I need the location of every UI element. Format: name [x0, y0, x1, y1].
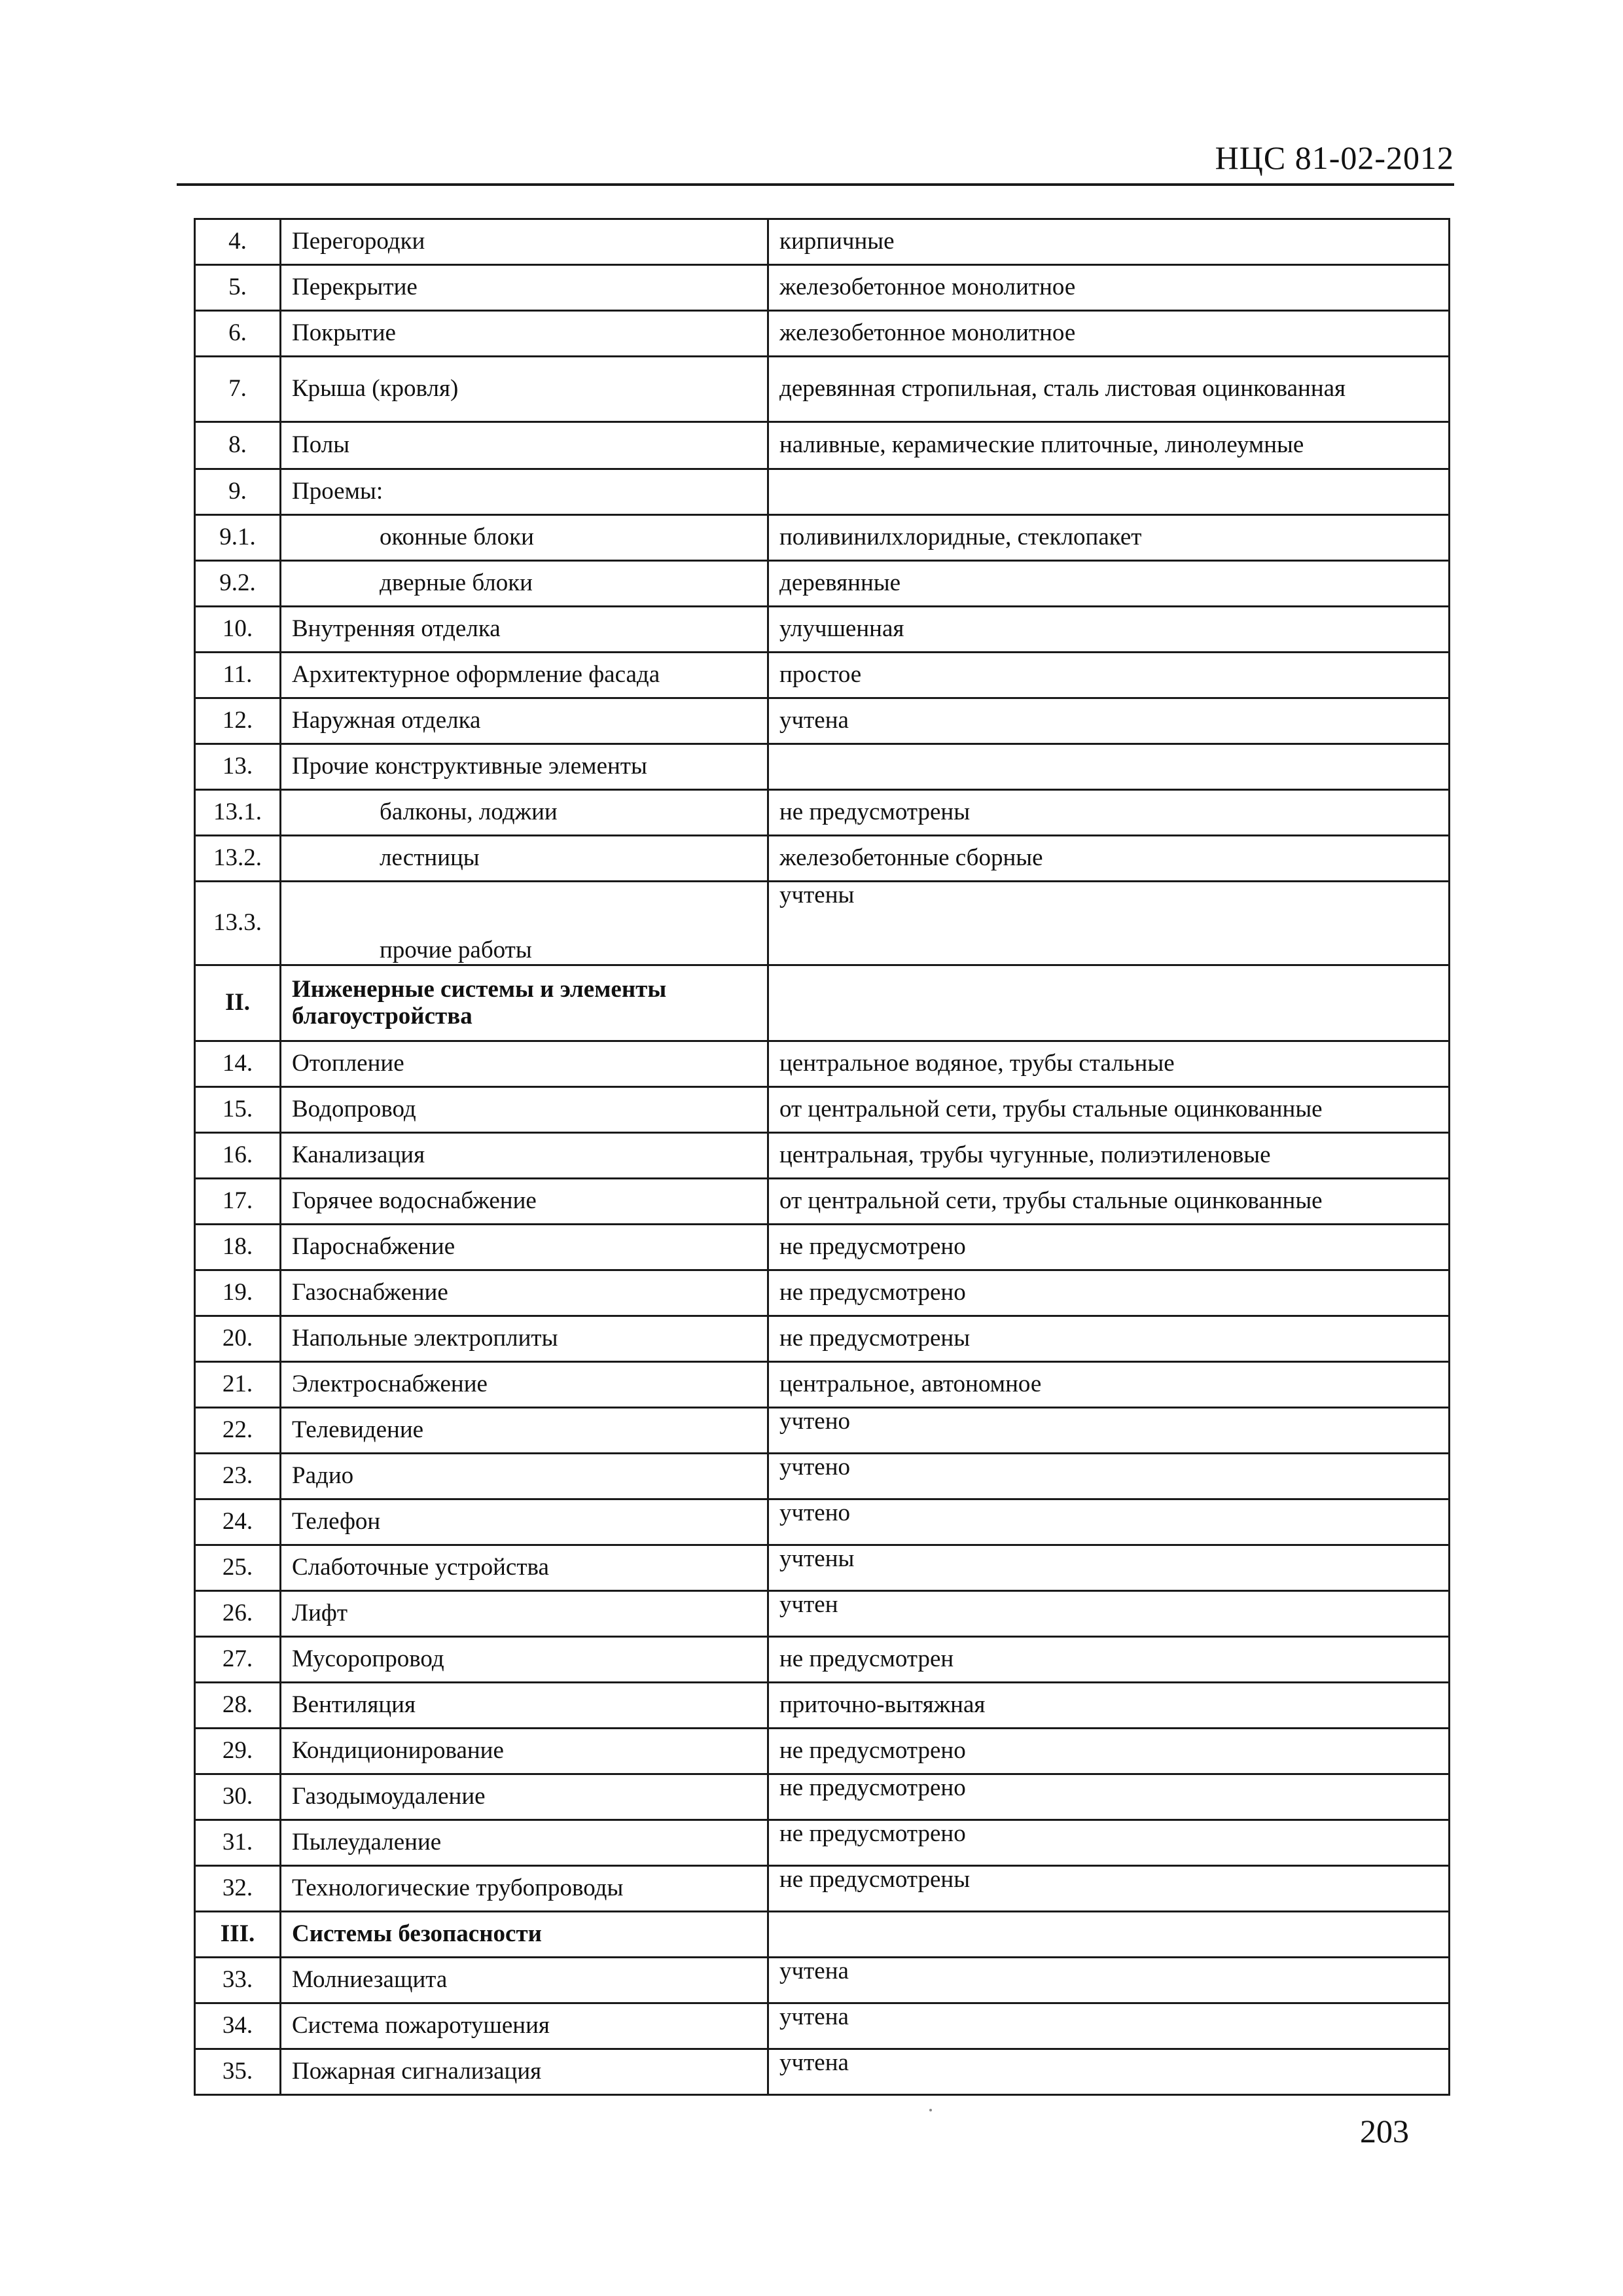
- table-row: [195, 1729, 1450, 1774]
- table-row: [195, 2049, 1450, 2095]
- element-name: [281, 1499, 768, 1545]
- row-number: 35.: [195, 2049, 281, 2095]
- row-number: 24.: [195, 1499, 281, 1545]
- element-name: [281, 653, 768, 698]
- element-name-text: Молниезащита: [292, 1966, 448, 1994]
- element-name-text: Мусоропровод: [292, 1645, 444, 1673]
- element-name-text: Пароснабжение: [292, 1233, 455, 1261]
- row-number: 10.: [195, 607, 281, 653]
- table-row: [195, 1041, 1450, 1087]
- element-name-text: Отопление: [292, 1050, 404, 1077]
- row-number: 29.: [195, 1729, 281, 1774]
- page-number: 203: [1360, 2113, 1409, 2149]
- table-row: [195, 882, 1450, 965]
- row-number: 21.: [195, 1362, 281, 1408]
- element-characteristic: от центральной сети, трубы стальные оцинкованные: [768, 1087, 1450, 1133]
- element-characteristic: учтены: [768, 882, 1450, 965]
- row-number: 13.2.: [195, 836, 281, 882]
- element-characteristic: не предусмотрены: [768, 1316, 1450, 1362]
- element-name-text: Канализация: [292, 1141, 425, 1169]
- row-number: 31.: [195, 1820, 281, 1866]
- row-number: III.: [195, 1912, 281, 1958]
- element-characteristic: деревянная стропильная, сталь листовая оцинкованная: [768, 357, 1450, 422]
- element-characteristic: [768, 965, 1450, 1041]
- row-number: 8.: [195, 422, 281, 469]
- row-number: 23.: [195, 1454, 281, 1499]
- section-row: [195, 965, 1450, 1041]
- element-name: [281, 219, 768, 265]
- element-name-text: дверные блоки: [380, 569, 533, 597]
- element-name-text: Прочие конструктивные элементы: [292, 753, 647, 780]
- element-name: [281, 698, 768, 744]
- element-characteristic: [768, 1912, 1450, 1958]
- element-name: [281, 469, 768, 515]
- element-name-text: Внутренняя отделка: [292, 615, 501, 643]
- element-characteristic: железобетонное монолитное: [768, 311, 1450, 357]
- table-row: [195, 1774, 1450, 1820]
- element-characteristic: учтена: [768, 2003, 1450, 2049]
- element-characteristic: деревянные: [768, 561, 1450, 607]
- element-name-text: Лифт: [292, 1600, 348, 1627]
- element-characteristic: поливинилхлоридные, стеклопакет: [768, 515, 1450, 561]
- element-name: [281, 1041, 768, 1087]
- row-number: 15.: [195, 1087, 281, 1133]
- element-name-text: Телефон: [292, 1508, 381, 1535]
- element-name: [281, 1454, 768, 1499]
- table-row: [195, 265, 1450, 311]
- row-number: 22.: [195, 1408, 281, 1454]
- element-name-text: Напольные электроплиты: [292, 1325, 558, 1352]
- table-row: [195, 219, 1450, 265]
- table-row: [195, 1225, 1450, 1270]
- element-characteristic: не предусмотрено: [768, 1774, 1450, 1820]
- element-name: [281, 311, 768, 357]
- element-name-text: Электроснабжение: [292, 1371, 488, 1398]
- element-name: [281, 1225, 768, 1270]
- element-name: [281, 515, 768, 561]
- table-row: [195, 1866, 1450, 1912]
- element-name: [281, 1820, 768, 1866]
- element-name-text: Вентиляция: [292, 1691, 416, 1719]
- row-number: 11.: [195, 653, 281, 698]
- element-name-text: Горячее водоснабжение: [292, 1187, 537, 1215]
- element-name-text: Перекрытие: [292, 274, 418, 301]
- element-name-text: Слаботочные устройства: [292, 1554, 549, 1581]
- element-name-text: Инженерные системы и элементы благоустройства: [292, 975, 667, 1030]
- table-row: [195, 1179, 1450, 1225]
- element-characteristic: улучшенная: [768, 607, 1450, 653]
- element-characteristic: не предусмотрено: [768, 1820, 1450, 1866]
- row-number: 13.3.: [195, 882, 281, 965]
- table-row: [195, 1362, 1450, 1408]
- page-header: [177, 124, 1454, 186]
- table-row: [195, 1454, 1450, 1499]
- element-characteristic: не предусмотрены: [768, 1866, 1450, 1912]
- element-name: [281, 1591, 768, 1637]
- element-name: [281, 1729, 768, 1774]
- scan-artifact-dot: [929, 2109, 932, 2111]
- table-row: [195, 422, 1450, 469]
- element-characteristic: приточно-вытяжная: [768, 1683, 1450, 1729]
- element-name-text: Проемы:: [292, 478, 383, 505]
- element-characteristic: не предусмотрены: [768, 790, 1450, 836]
- table-row: [195, 1545, 1450, 1591]
- row-number: 18.: [195, 1225, 281, 1270]
- element-characteristic: учтена: [768, 698, 1450, 744]
- table-row: [195, 2003, 1450, 2049]
- element-name-text: Система пожаротушения: [292, 2012, 550, 2039]
- element-name: [281, 1133, 768, 1179]
- element-characteristic: не предусмотрено: [768, 1270, 1450, 1316]
- element-name: [281, 1408, 768, 1454]
- element-name: [281, 1087, 768, 1133]
- table-row: [195, 1683, 1450, 1729]
- element-name-text: Кондиционирование: [292, 1737, 504, 1765]
- element-name-text: Полы: [292, 431, 350, 459]
- element-name: [281, 1316, 768, 1362]
- element-name: [281, 265, 768, 311]
- element-characteristic: простое: [768, 653, 1450, 698]
- table-row: [195, 607, 1450, 653]
- element-name-text: Газодымоудаление: [292, 1783, 486, 1810]
- row-number: II.: [195, 965, 281, 1041]
- document-code: НЦС 81-02-2012: [1215, 139, 1454, 176]
- row-number: 9.2.: [195, 561, 281, 607]
- table-row: [195, 1820, 1450, 1866]
- table-row: [195, 653, 1450, 698]
- element-characteristic: железобетонное монолитное: [768, 265, 1450, 311]
- table-row: [195, 1270, 1450, 1316]
- table-row: [195, 1499, 1450, 1545]
- table-row: [195, 357, 1450, 422]
- row-number: 28.: [195, 1683, 281, 1729]
- element-characteristic: учтено: [768, 1408, 1450, 1454]
- element-name: [281, 1637, 768, 1683]
- specification-table: [194, 218, 1450, 2096]
- row-number: 9.: [195, 469, 281, 515]
- table-row: [195, 1087, 1450, 1133]
- element-name: [281, 1683, 768, 1729]
- element-name: [281, 836, 768, 882]
- element-name: [281, 1362, 768, 1408]
- element-characteristic: [768, 744, 1450, 790]
- element-characteristic: от центральной сети, трубы стальные оцинкованные: [768, 1179, 1450, 1225]
- row-number: 19.: [195, 1270, 281, 1316]
- element-name: [281, 422, 768, 469]
- row-number: 5.: [195, 265, 281, 311]
- table-row: [195, 836, 1450, 882]
- element-name-text: Водопровод: [292, 1096, 416, 1123]
- element-name-text: Пылеудаление: [292, 1829, 442, 1856]
- row-number: 9.1.: [195, 515, 281, 561]
- table-row: [195, 561, 1450, 607]
- element-name: [281, 561, 768, 607]
- element-name-text: прочие работы: [380, 937, 532, 964]
- element-name-text: Покрытие: [292, 319, 396, 347]
- row-number: 27.: [195, 1637, 281, 1683]
- element-characteristic: железобетонные сборные: [768, 836, 1450, 882]
- element-characteristic: центральная, трубы чугунные, полиэтиленовые: [768, 1133, 1450, 1179]
- element-characteristic: учтено: [768, 1499, 1450, 1545]
- element-name-text: Наружная отделка: [292, 707, 481, 734]
- element-name-text: лестницы: [380, 844, 480, 872]
- row-number: 33.: [195, 1958, 281, 2003]
- element-name: [281, 882, 768, 965]
- row-number: 20.: [195, 1316, 281, 1362]
- row-number: 16.: [195, 1133, 281, 1179]
- element-name-text: балконы, лоджии: [380, 798, 558, 826]
- element-name: [281, 744, 768, 790]
- element-characteristic: кирпичные: [768, 219, 1450, 265]
- row-number: 12.: [195, 698, 281, 744]
- element-name-text: Радио: [292, 1462, 354, 1490]
- table-row: [195, 1958, 1450, 2003]
- element-characteristic: центральное, автономное: [768, 1362, 1450, 1408]
- table-row: [195, 1408, 1450, 1454]
- table-row: [195, 311, 1450, 357]
- element-name: [281, 1958, 768, 2003]
- table-row: [195, 1591, 1450, 1637]
- row-number: 13.1.: [195, 790, 281, 836]
- element-characteristic: учтена: [768, 2049, 1450, 2095]
- element-name: [281, 1912, 768, 1958]
- element-name: [281, 1774, 768, 1820]
- element-name-text: Архитектурное оформление фасада: [292, 661, 660, 689]
- element-name: [281, 357, 768, 422]
- specification-table-body: [195, 219, 1450, 2095]
- element-name: [281, 2049, 768, 2095]
- element-name: [281, 965, 768, 1041]
- element-name-text: Газоснабжение: [292, 1279, 448, 1306]
- element-characteristic: не предусмотрен: [768, 1637, 1450, 1683]
- table-row: [195, 469, 1450, 515]
- element-name: [281, 1866, 768, 1912]
- element-characteristic: учтен: [768, 1591, 1450, 1637]
- row-number: 7.: [195, 357, 281, 422]
- row-number: 26.: [195, 1591, 281, 1637]
- element-characteristic: учтены: [768, 1545, 1450, 1591]
- element-characteristic: учтено: [768, 1454, 1450, 1499]
- element-characteristic: не предусмотрено: [768, 1729, 1450, 1774]
- row-number: 6.: [195, 311, 281, 357]
- table-row: [195, 1637, 1450, 1683]
- element-characteristic: центральное водяное, трубы стальные: [768, 1041, 1450, 1087]
- row-number: 32.: [195, 1866, 281, 1912]
- element-name-text: Крыша (кровля): [292, 375, 459, 403]
- table-row: [195, 1316, 1450, 1362]
- row-number: 25.: [195, 1545, 281, 1591]
- element-characteristic: [768, 469, 1450, 515]
- row-number: 13.: [195, 744, 281, 790]
- table-row: [195, 1133, 1450, 1179]
- element-name: [281, 1179, 768, 1225]
- element-name-text: Системы безопасности: [292, 1920, 542, 1948]
- element-name-text: Перегородки: [292, 228, 425, 255]
- element-name: [281, 790, 768, 836]
- row-number: 17.: [195, 1179, 281, 1225]
- element-name-text: Пожарная сигнализация: [292, 2058, 542, 2085]
- element-name-text: оконные блоки: [380, 524, 534, 551]
- row-number: 4.: [195, 219, 281, 265]
- row-number: 14.: [195, 1041, 281, 1087]
- element-name-text: Технологические трубопроводы: [292, 1874, 624, 1902]
- row-number: 30.: [195, 1774, 281, 1820]
- table-row: [195, 790, 1450, 836]
- element-name: [281, 607, 768, 653]
- table-row: [195, 744, 1450, 790]
- table-row: [195, 698, 1450, 744]
- element-characteristic: наливные, керамические плиточные, линолеумные: [768, 422, 1450, 469]
- row-number: 34.: [195, 2003, 281, 2049]
- element-name: [281, 1270, 768, 1316]
- element-characteristic: учтена: [768, 1958, 1450, 2003]
- element-name-text: Телевидение: [292, 1416, 424, 1444]
- element-characteristic: не предусмотрено: [768, 1225, 1450, 1270]
- element-name: [281, 2003, 768, 2049]
- element-name: [281, 1545, 768, 1591]
- section-row: [195, 1912, 1450, 1958]
- table-row: [195, 515, 1450, 561]
